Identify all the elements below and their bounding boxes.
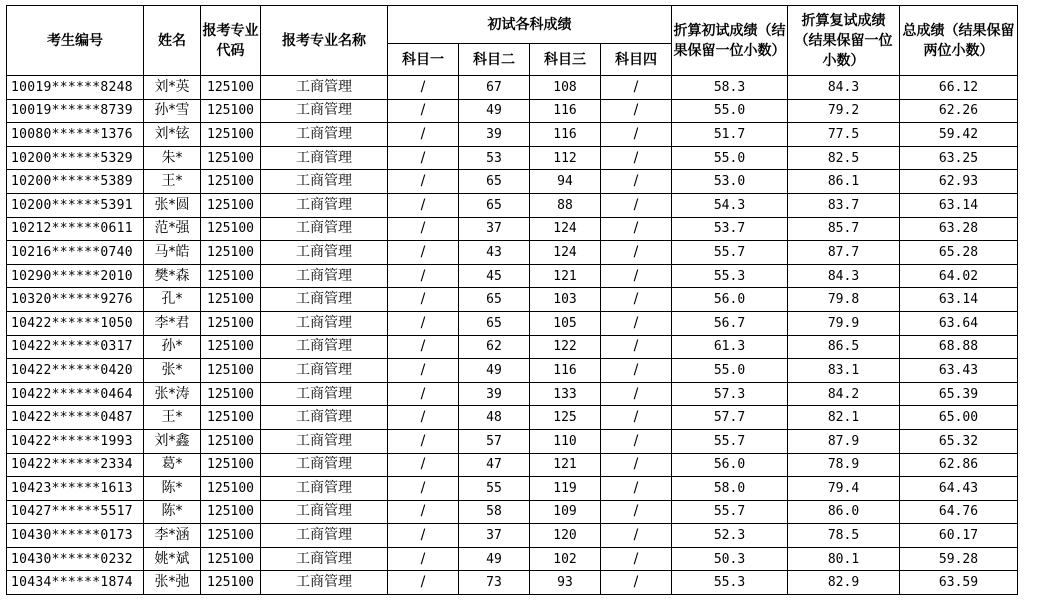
- cell-name: 张*圆: [144, 193, 201, 217]
- table-row: [7, 335, 1018, 359]
- cell-candidate-id: 10019******8739: [7, 99, 144, 123]
- cell-major-name: 工商管理: [261, 76, 388, 100]
- cell-major-code: 125100: [201, 193, 261, 217]
- header-subject-1: 科目一: [388, 44, 459, 76]
- cell-total: 62.93: [900, 170, 1018, 194]
- cell-prelim-converted: 56.0: [672, 288, 788, 312]
- table-row: [7, 359, 1018, 383]
- score-table: [6, 5, 1018, 595]
- table-row: [7, 241, 1018, 265]
- cell-candidate-id: 10212******0611: [7, 217, 144, 241]
- cell-total: 59.28: [900, 547, 1018, 571]
- cell-name: 马*皓: [144, 241, 201, 265]
- cell-major-name: 工商管理: [261, 429, 388, 453]
- cell-candidate-id: 10430******0173: [7, 524, 144, 548]
- header-subject-3: 科目三: [530, 44, 601, 76]
- cell-subject-3: 110: [530, 429, 601, 453]
- cell-total: 64.76: [900, 500, 1018, 524]
- cell-total: 62.86: [900, 453, 1018, 477]
- cell-name: 王*: [144, 170, 201, 194]
- header-subject-4: 科目四: [601, 44, 672, 76]
- cell-name: 陈*: [144, 477, 201, 501]
- cell-major-name: 工商管理: [261, 241, 388, 265]
- cell-subject-1: /: [388, 76, 459, 100]
- cell-subject-3: 112: [530, 146, 601, 170]
- cell-major-code: 125100: [201, 217, 261, 241]
- cell-subject-4: /: [601, 264, 672, 288]
- cell-name: 张*弛: [144, 571, 201, 595]
- cell-major-name: 工商管理: [261, 571, 388, 595]
- cell-total: 65.32: [900, 429, 1018, 453]
- cell-total: 63.64: [900, 311, 1018, 335]
- cell-subject-3: 109: [530, 500, 601, 524]
- cell-subject-4: /: [601, 123, 672, 147]
- cell-name: 范*强: [144, 217, 201, 241]
- cell-subject-4: /: [601, 429, 672, 453]
- cell-major-name: 工商管理: [261, 453, 388, 477]
- cell-prelim-converted: 50.3: [672, 547, 788, 571]
- cell-retest-converted: 82.9: [788, 571, 900, 595]
- cell-subject-4: /: [601, 288, 672, 312]
- cell-subject-3: 94: [530, 170, 601, 194]
- cell-major-name: 工商管理: [261, 311, 388, 335]
- cell-name: 李*君: [144, 311, 201, 335]
- table-row: [7, 123, 1018, 147]
- cell-prelim-converted: 61.3: [672, 335, 788, 359]
- cell-prelim-converted: 55.3: [672, 571, 788, 595]
- cell-subject-1: /: [388, 335, 459, 359]
- cell-subject-3: 116: [530, 99, 601, 123]
- cell-subject-2: 45: [459, 264, 530, 288]
- cell-major-code: 125100: [201, 335, 261, 359]
- header-total: 总成绩（结果保留两位小数）: [900, 6, 1018, 76]
- cell-major-name: 工商管理: [261, 477, 388, 501]
- cell-major-code: 125100: [201, 571, 261, 595]
- cell-subject-3: 119: [530, 477, 601, 501]
- cell-subject-3: 124: [530, 217, 601, 241]
- cell-total: 60.17: [900, 524, 1018, 548]
- cell-major-code: 125100: [201, 477, 261, 501]
- cell-subject-2: 48: [459, 406, 530, 430]
- cell-retest-converted: 83.1: [788, 359, 900, 383]
- header-prelim-converted: 折算初试成绩（结果保留一位小数）: [672, 6, 788, 76]
- cell-prelim-converted: 58.3: [672, 76, 788, 100]
- table-row: [7, 288, 1018, 312]
- cell-total: 63.25: [900, 146, 1018, 170]
- cell-prelim-converted: 55.7: [672, 500, 788, 524]
- cell-name: 樊*森: [144, 264, 201, 288]
- cell-retest-converted: 85.7: [788, 217, 900, 241]
- cell-subject-3: 88: [530, 193, 601, 217]
- cell-subject-1: /: [388, 99, 459, 123]
- cell-candidate-id: 10422******0487: [7, 406, 144, 430]
- cell-total: 68.88: [900, 335, 1018, 359]
- cell-retest-converted: 84.3: [788, 264, 900, 288]
- cell-major-code: 125100: [201, 123, 261, 147]
- cell-subject-2: 57: [459, 429, 530, 453]
- cell-subject-2: 49: [459, 99, 530, 123]
- cell-candidate-id: 10422******0420: [7, 359, 144, 383]
- cell-retest-converted: 83.7: [788, 193, 900, 217]
- cell-name: 张*: [144, 359, 201, 383]
- cell-total: 65.39: [900, 382, 1018, 406]
- cell-subject-2: 65: [459, 288, 530, 312]
- cell-major-name: 工商管理: [261, 335, 388, 359]
- cell-candidate-id: 10422******2334: [7, 453, 144, 477]
- header-name: 姓名: [144, 6, 201, 76]
- cell-subject-2: 37: [459, 217, 530, 241]
- cell-retest-converted: 84.3: [788, 76, 900, 100]
- cell-major-name: 工商管理: [261, 547, 388, 571]
- cell-subject-4: /: [601, 76, 672, 100]
- table-row: [7, 264, 1018, 288]
- cell-subject-3: 121: [530, 453, 601, 477]
- cell-candidate-id: 10422******0317: [7, 335, 144, 359]
- cell-subject-3: 93: [530, 571, 601, 595]
- cell-major-code: 125100: [201, 406, 261, 430]
- cell-subject-4: /: [601, 146, 672, 170]
- table-row: [7, 311, 1018, 335]
- cell-subject-1: /: [388, 170, 459, 194]
- cell-major-code: 125100: [201, 311, 261, 335]
- cell-total: 63.14: [900, 193, 1018, 217]
- cell-subject-4: /: [601, 500, 672, 524]
- cell-major-code: 125100: [201, 288, 261, 312]
- cell-candidate-id: 10422******1050: [7, 311, 144, 335]
- cell-subject-1: /: [388, 359, 459, 383]
- cell-major-name: 工商管理: [261, 146, 388, 170]
- cell-subject-2: 49: [459, 547, 530, 571]
- cell-major-name: 工商管理: [261, 524, 388, 548]
- cell-prelim-converted: 55.0: [672, 99, 788, 123]
- table-row: [7, 406, 1018, 430]
- table-row: [7, 170, 1018, 194]
- cell-subject-1: /: [388, 429, 459, 453]
- cell-name: 姚*斌: [144, 547, 201, 571]
- cell-prelim-converted: 58.0: [672, 477, 788, 501]
- cell-candidate-id: 10427******5517: [7, 500, 144, 524]
- cell-name: 葛*: [144, 453, 201, 477]
- cell-subject-4: /: [601, 477, 672, 501]
- cell-subject-3: 108: [530, 76, 601, 100]
- cell-subject-4: /: [601, 170, 672, 194]
- cell-candidate-id: 10200******5389: [7, 170, 144, 194]
- cell-subject-4: /: [601, 241, 672, 265]
- cell-prelim-converted: 51.7: [672, 123, 788, 147]
- cell-subject-3: 133: [530, 382, 601, 406]
- cell-subject-2: 58: [459, 500, 530, 524]
- cell-total: 63.28: [900, 217, 1018, 241]
- cell-name: 陈*: [144, 500, 201, 524]
- cell-subject-4: /: [601, 217, 672, 241]
- cell-subject-2: 39: [459, 123, 530, 147]
- cell-major-code: 125100: [201, 76, 261, 100]
- cell-prelim-converted: 55.0: [672, 359, 788, 383]
- cell-prelim-converted: 55.3: [672, 264, 788, 288]
- cell-name: 李*涵: [144, 524, 201, 548]
- cell-retest-converted: 79.4: [788, 477, 900, 501]
- cell-prelim-converted: 56.7: [672, 311, 788, 335]
- cell-subject-4: /: [601, 335, 672, 359]
- cell-major-name: 工商管理: [261, 288, 388, 312]
- cell-total: 66.12: [900, 76, 1018, 100]
- cell-subject-1: /: [388, 146, 459, 170]
- cell-major-name: 工商管理: [261, 123, 388, 147]
- cell-subject-4: /: [601, 406, 672, 430]
- cell-subject-1: /: [388, 288, 459, 312]
- cell-candidate-id: 10019******8248: [7, 76, 144, 100]
- cell-name: 孙*: [144, 335, 201, 359]
- cell-candidate-id: 10320******9276: [7, 288, 144, 312]
- cell-candidate-id: 10080******1376: [7, 123, 144, 147]
- table-row: [7, 500, 1018, 524]
- cell-subject-2: 47: [459, 453, 530, 477]
- cell-name: 刘*鑫: [144, 429, 201, 453]
- cell-subject-1: /: [388, 453, 459, 477]
- cell-total: 64.43: [900, 477, 1018, 501]
- cell-major-name: 工商管理: [261, 193, 388, 217]
- cell-candidate-id: 10200******5329: [7, 146, 144, 170]
- cell-retest-converted: 86.0: [788, 500, 900, 524]
- table-row: [7, 547, 1018, 571]
- cell-subject-3: 124: [530, 241, 601, 265]
- cell-major-code: 125100: [201, 359, 261, 383]
- cell-total: 64.02: [900, 264, 1018, 288]
- table-body: [7, 76, 1018, 595]
- cell-subject-1: /: [388, 193, 459, 217]
- cell-major-code: 125100: [201, 500, 261, 524]
- cell-major-name: 工商管理: [261, 170, 388, 194]
- cell-subject-4: /: [601, 382, 672, 406]
- cell-subject-1: /: [388, 217, 459, 241]
- cell-subject-3: 120: [530, 524, 601, 548]
- cell-subject-4: /: [601, 571, 672, 595]
- cell-subject-3: 122: [530, 335, 601, 359]
- cell-subject-3: 116: [530, 359, 601, 383]
- cell-total: 62.26: [900, 99, 1018, 123]
- cell-retest-converted: 86.1: [788, 170, 900, 194]
- cell-name: 王*: [144, 406, 201, 430]
- cell-subject-2: 49: [459, 359, 530, 383]
- cell-candidate-id: 10423******1613: [7, 477, 144, 501]
- cell-subject-2: 43: [459, 241, 530, 265]
- cell-major-code: 125100: [201, 524, 261, 548]
- table-row: [7, 146, 1018, 170]
- table-row: [7, 477, 1018, 501]
- table-row: [7, 217, 1018, 241]
- cell-subject-2: 37: [459, 524, 530, 548]
- cell-candidate-id: 10290******2010: [7, 264, 144, 288]
- cell-subject-1: /: [388, 264, 459, 288]
- cell-subject-4: /: [601, 453, 672, 477]
- cell-major-name: 工商管理: [261, 99, 388, 123]
- header-prelim-group: 初试各科成绩: [388, 6, 672, 44]
- cell-total: 63.14: [900, 288, 1018, 312]
- cell-retest-converted: 87.7: [788, 241, 900, 265]
- cell-retest-converted: 79.9: [788, 311, 900, 335]
- cell-retest-converted: 79.8: [788, 288, 900, 312]
- cell-major-code: 125100: [201, 170, 261, 194]
- cell-subject-1: /: [388, 524, 459, 548]
- cell-name: 孙*雪: [144, 99, 201, 123]
- cell-retest-converted: 78.9: [788, 453, 900, 477]
- cell-subject-3: 102: [530, 547, 601, 571]
- cell-major-name: 工商管理: [261, 500, 388, 524]
- cell-retest-converted: 79.2: [788, 99, 900, 123]
- cell-subject-2: 65: [459, 193, 530, 217]
- cell-major-code: 125100: [201, 241, 261, 265]
- header-major-name: 报考专业名称: [261, 6, 388, 76]
- cell-name: 刘*英: [144, 76, 201, 100]
- cell-subject-3: 121: [530, 264, 601, 288]
- cell-candidate-id: 10422******1993: [7, 429, 144, 453]
- cell-name: 朱*: [144, 146, 201, 170]
- cell-retest-converted: 77.5: [788, 123, 900, 147]
- cell-candidate-id: 10422******0464: [7, 382, 144, 406]
- cell-subject-2: 53: [459, 146, 530, 170]
- cell-subject-4: /: [601, 547, 672, 571]
- cell-subject-3: 116: [530, 123, 601, 147]
- cell-subject-1: /: [388, 500, 459, 524]
- cell-subject-1: /: [388, 311, 459, 335]
- cell-subject-1: /: [388, 477, 459, 501]
- cell-major-code: 125100: [201, 429, 261, 453]
- cell-major-code: 125100: [201, 99, 261, 123]
- header-retest-converted: 折算复试成绩（结果保留一位小数）: [788, 6, 900, 76]
- cell-prelim-converted: 55.7: [672, 429, 788, 453]
- cell-prelim-converted: 56.0: [672, 453, 788, 477]
- cell-major-name: 工商管理: [261, 406, 388, 430]
- table-row: [7, 524, 1018, 548]
- cell-subject-1: /: [388, 382, 459, 406]
- cell-retest-converted: 82.5: [788, 146, 900, 170]
- cell-major-code: 125100: [201, 382, 261, 406]
- cell-major-name: 工商管理: [261, 382, 388, 406]
- cell-subject-2: 65: [459, 170, 530, 194]
- cell-subject-1: /: [388, 406, 459, 430]
- table-row: [7, 99, 1018, 123]
- cell-candidate-id: 10430******0232: [7, 547, 144, 571]
- cell-prelim-converted: 52.3: [672, 524, 788, 548]
- cell-total: 59.42: [900, 123, 1018, 147]
- cell-prelim-converted: 53.0: [672, 170, 788, 194]
- cell-retest-converted: 84.2: [788, 382, 900, 406]
- cell-prelim-converted: 57.3: [672, 382, 788, 406]
- cell-name: 刘*铉: [144, 123, 201, 147]
- cell-subject-1: /: [388, 241, 459, 265]
- header-major-code: 报考专业代码: [201, 6, 261, 76]
- cell-total: 63.43: [900, 359, 1018, 383]
- cell-subject-2: 65: [459, 311, 530, 335]
- cell-prelim-converted: 53.7: [672, 217, 788, 241]
- cell-subject-2: 67: [459, 76, 530, 100]
- cell-prelim-converted: 55.0: [672, 146, 788, 170]
- cell-retest-converted: 87.9: [788, 429, 900, 453]
- cell-subject-4: /: [601, 99, 672, 123]
- table-row: [7, 453, 1018, 477]
- header-candidate-id: 考生编号: [7, 6, 144, 76]
- cell-major-code: 125100: [201, 547, 261, 571]
- cell-subject-1: /: [388, 547, 459, 571]
- table-row: [7, 76, 1018, 100]
- cell-subject-1: /: [388, 571, 459, 595]
- cell-retest-converted: 82.1: [788, 406, 900, 430]
- cell-subject-3: 125: [530, 406, 601, 430]
- cell-total: 65.28: [900, 241, 1018, 265]
- cell-total: 63.59: [900, 571, 1018, 595]
- cell-major-name: 工商管理: [261, 264, 388, 288]
- cell-candidate-id: 10216******0740: [7, 241, 144, 265]
- cell-subject-1: /: [388, 123, 459, 147]
- cell-subject-3: 103: [530, 288, 601, 312]
- cell-subject-4: /: [601, 311, 672, 335]
- cell-subject-2: 39: [459, 382, 530, 406]
- cell-prelim-converted: 55.7: [672, 241, 788, 265]
- cell-subject-2: 73: [459, 571, 530, 595]
- cell-subject-3: 105: [530, 311, 601, 335]
- header-subject-2: 科目二: [459, 44, 530, 76]
- cell-major-code: 125100: [201, 146, 261, 170]
- table-row: [7, 193, 1018, 217]
- cell-major-code: 125100: [201, 453, 261, 477]
- cell-prelim-converted: 54.3: [672, 193, 788, 217]
- cell-subject-2: 55: [459, 477, 530, 501]
- cell-retest-converted: 78.5: [788, 524, 900, 548]
- cell-major-code: 125100: [201, 264, 261, 288]
- cell-subject-4: /: [601, 193, 672, 217]
- cell-candidate-id: 10200******5391: [7, 193, 144, 217]
- cell-total: 65.00: [900, 406, 1018, 430]
- cell-name: 张*涛: [144, 382, 201, 406]
- cell-subject-4: /: [601, 524, 672, 548]
- cell-retest-converted: 86.5: [788, 335, 900, 359]
- cell-major-name: 工商管理: [261, 217, 388, 241]
- cell-major-name: 工商管理: [261, 359, 388, 383]
- cell-name: 孔*: [144, 288, 201, 312]
- table-row: [7, 571, 1018, 595]
- cell-subject-4: /: [601, 359, 672, 383]
- cell-subject-2: 62: [459, 335, 530, 359]
- table-row: [7, 382, 1018, 406]
- cell-candidate-id: 10434******1874: [7, 571, 144, 595]
- cell-retest-converted: 80.1: [788, 547, 900, 571]
- cell-prelim-converted: 57.7: [672, 406, 788, 430]
- table-row: [7, 429, 1018, 453]
